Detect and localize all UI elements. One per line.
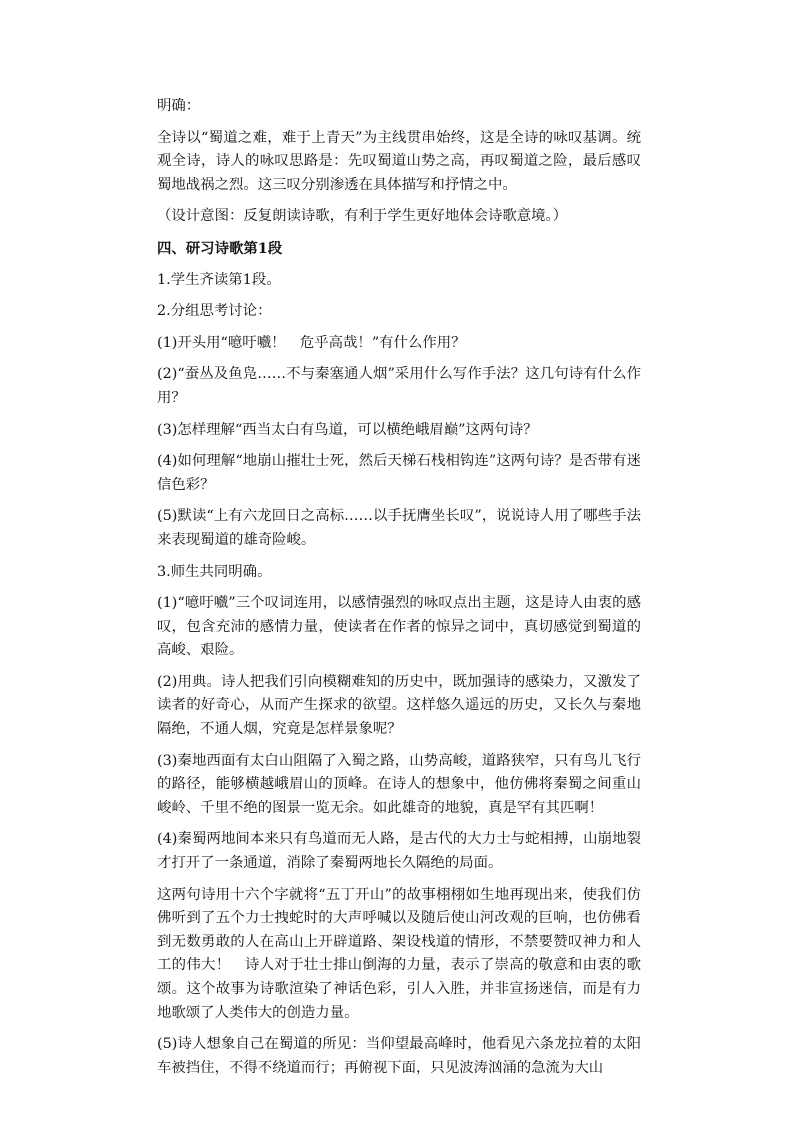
question-3: (3)怎样理解“西当太白有鸟道，可以横绝峨眉巅”这两句诗？ bbox=[157, 421, 538, 438]
answer-3: (3)秦地西面有太白山阻隔了入蜀之路，山势高峻，道路狭窄，只有鸟儿飞行的路径，能够横越峨眉山的顶峰。在诗人的想象中，他仿佛将秦蜀之间重山峻岭、千里不绝的图景一览无余。如此雄奇的地貌，真是罕有其匹啊！ bbox=[157, 752, 641, 816]
question-5: (5)默读“上有六龙回日之高标……以手抚膺坐长叹”，说说诗人用了哪些手法来表现蜀道的雄奇险峻。 bbox=[157, 508, 641, 548]
paragraph-step-3: 3.师生共同明确。 bbox=[157, 563, 272, 580]
paragraph-design-intent: （设计意图：反复朗读诗歌，有利于学生更好地体会诗歌意境。） bbox=[157, 208, 568, 225]
question-2: (2)“蚕丛及鱼凫……不与秦塞通人烟”采用什么写作手法？这几句诗有什么作用？ bbox=[157, 366, 641, 406]
answer-4: (4)秦蜀两地间本来只有鸟道而无人路，是古代的大力士与蛇相搏，山崩地裂才打开了一条通道，消除了秦蜀两地长久隔绝的局面。 bbox=[157, 831, 641, 872]
question-4: (4)如何理解“地崩山摧壮士死，然后天梯石栈相钩连”这两句诗？是否带有迷信色彩？ bbox=[157, 453, 641, 493]
paragraph-step-1: 1.学生齐读第1段。 bbox=[157, 271, 281, 288]
question-1: (1)开头用“噫吁嚱！ 危乎高哉！”有什么作用？ bbox=[157, 334, 466, 351]
answer-5: (5)诗人想象自己在蜀道的所见：当仰望最高峰时，他看见六条龙拉着的太阳车被挡住，不得不绕道而行；再俯视下面，只见波涛汹涌的急流为大山 bbox=[157, 1036, 641, 1076]
answer-4-continued: 这两句诗用十六个字就将“五丁开山”的故事栩栩如生地再现出来，使我们仿佛听到了五个力士拽蛇时的大声呼喊以及随后使山河改观的巨响，也仿佛看到无数勇敢的人在高山上开辟道路、架设栈道的情形，不禁要赞叹神力和人工的伟大！ 诗人对于壮士排山倒海的力量，表示了崇高的敬意和由衷的歌颂。这个故事为诗歌渲染了神话色彩，引人入胜，并非宣扬迷信，而是有力地歌颂了人类伟大的创造力量。 bbox=[157, 886, 641, 1021]
answer-1: (1)“噫吁嚱”三个叹词连用，以感情强烈的咏叹点出主题，这是诗人由衷的感叹，包含充沛的感情力量，使读者在作者的惊异之词中，真切感觉到蜀道的高峻、艰险。 bbox=[157, 595, 641, 659]
answer-2: (2)用典。诗人把我们引向模糊难知的历史中，既加强诗的感染力，又激发了读者的好奇心，从而产生探求的欲望。这样悠久遥远的历史，又长久与秦地隔绝，不通人烟，究竟是怎样景象呢？ bbox=[157, 673, 641, 738]
section-heading: 四、研习诗歌第1段 bbox=[157, 239, 283, 257]
paragraph-step-2: 2.分组思考讨论： bbox=[157, 303, 272, 320]
paragraph-theme: 全诗以“蜀道之难，难于上青天”为主线贯串始终，这是全诗的咏叹基调。统观全诗，诗人的咏叹思路是：先叹蜀道山势之高，再叹蜀道之险，最后感叹蜀地战祸之烈。这三叹分别渗透在具体描写和抒情之中。 bbox=[157, 129, 641, 193]
document-page bbox=[157, 95, 641, 1088]
paragraph-mingque: 明确： bbox=[157, 98, 201, 114]
